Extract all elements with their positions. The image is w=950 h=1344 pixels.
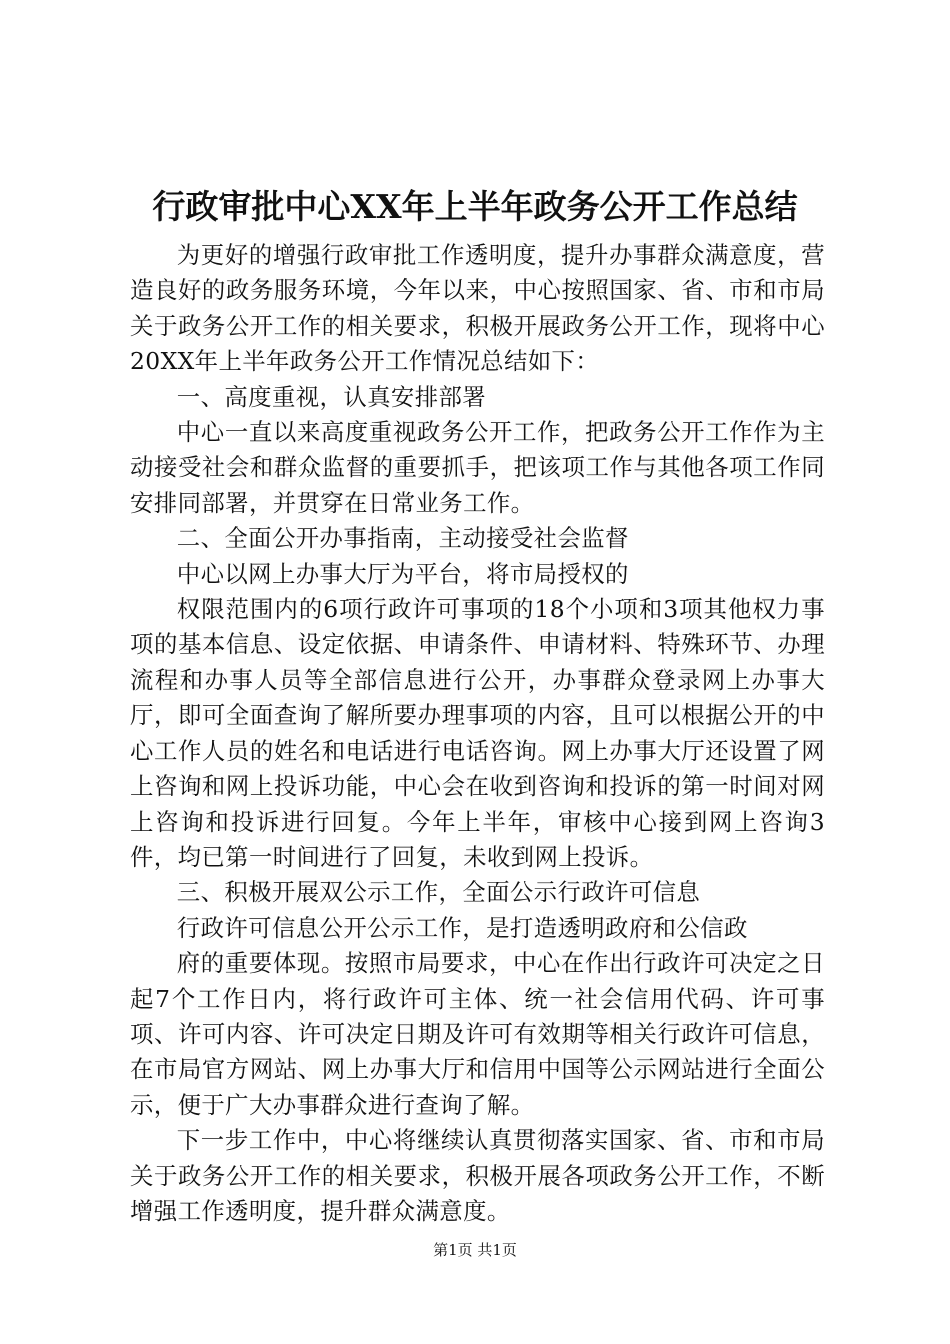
paragraph-section-3a: 行政许可信息公开公示工作，是打造透明政府和公信政 bbox=[176, 913, 748, 942]
paragraph-section-2a: 中心以网上办事大厅为平台，将市局授权的 bbox=[176, 559, 629, 588]
paragraph-section-1: 中心一直以来高度重视政务公开工作，把政务公开工作作为主动接受社会和群众监督的重要抓手，把该项工作与其他各项工作同安排同部署，并贯穿在日常业务工作。 bbox=[130, 418, 825, 517]
section-heading-3: 三、积极开展双公示工作，全面公示行政许可信息 bbox=[176, 878, 701, 907]
document-title: 行政审批中心XX年上半年政务公开工作总结 bbox=[152, 187, 798, 226]
paragraph-conclusion: 下一步工作中，中心将继续认真贯彻落实国家、省、市和市局关于政务公开工作的相关要求，积极开展各项政务公开工作，不断增强工作透明度，提升群众满意度。 bbox=[130, 1126, 825, 1225]
document-body bbox=[130, 238, 825, 1229]
page-footer: 第1页 共1页 bbox=[433, 1241, 517, 1259]
section-heading-1: 一、高度重视，认真安排部署 bbox=[176, 382, 487, 411]
section-heading-2: 二、全面公开办事指南，主动接受社会监督 bbox=[176, 524, 629, 553]
paragraph-section-3b: 府的重要体现。按照市局要求，中心在作出行政许可决定之日起7个工作日内，将行政许可主体、统一社会信用代码、许可事项、许可内容、许可决定日期及许可有效期等相关行政许可信息，在市局官方网站、网上办事大厅和信用中国等公示网站进行全面公示，便于广大办事群众进行查询了解。 bbox=[130, 949, 825, 1119]
paragraph-intro: 为更好的增强行政审批工作透明度，提升办事群众满意度，营造良好的政务服务环境，今年以来，中心按照国家、省、市和市局关于政务公开工作的相关要求，积极开展政务公开工作，现将中心20XX年上半年政务公开工作情况总结如下： bbox=[130, 241, 825, 376]
paragraph-section-2b: 权限范围内的6项行政许可事项的18个小项和3项其他权力事项的基本信息、设定依据、申请条件、申请材料、特殊环节、办理流程和办事人员等全部信息进行公开，办事群众登录网上办事大厅，即可全面查询了解所要办理事项的内容，且可以根据公开的中心工作人员的姓名和电话进行电话咨询。网上办事大厅还设置了网上咨询和网上投诉功能，中心会在收到咨询和投诉的第一时间对网上咨询和投诉进行回复。今年上半年，审核中心接到网上咨询3件，均已第一时间进行了回复，未收到网上投诉。 bbox=[130, 595, 825, 871]
